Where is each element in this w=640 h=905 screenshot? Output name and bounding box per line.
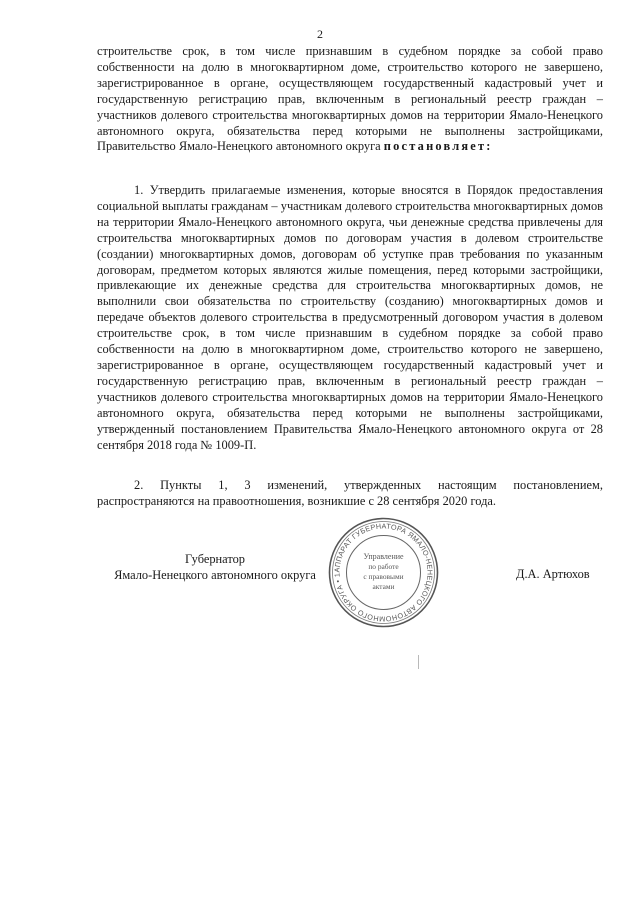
signatory-name: Д.А. Артюхов [516,567,590,581]
paragraph-item-2: 2. Пункты 1, 3 изменений, утвержденных настоящим постановлением, распространяются на правоотношения, возникшие с 28 сентября 2020 года. [97,478,603,508]
signature-title-line-2: Ямало-Ненецкого автономного округа [114,568,316,582]
seal-line-4: актами [372,582,395,591]
page-number: 2 [317,27,323,41]
seal-ring-text: АППАРАТ ГУБЕРНАТОРА ЯМАЛО-НЕНЕЦКОГО АВТОНОМНОГО ОКРУГА • 1 [332,521,435,624]
paragraph-continuation [97,44,603,155]
decree-word: постановляет: [383,139,493,154]
seal-line-3: с правовыми [363,572,404,581]
seal-line-2: по работе [368,562,399,571]
signature-title-line-1: Губернатор [184,552,245,566]
official-seal [327,516,440,629]
scan-mark [418,655,419,669]
seal-line-1: Управление [363,552,404,561]
signature-title [100,551,330,583]
paragraph-1-text: строительстве срок, в том числе признавшим в судебном порядке за собой право собственности на долю в многоквартирном доме, строительство которого не завершено, зарегистрированное в органе, осуществляющем государственный кадастровый учет и государственную регистрацию прав, включенным в региональный реестр граждан – участников долевого строительства многоквартирных домов на территории Ямало-Ненецкого автономного округа, обязательства перед которыми не выполнены застройщиками, Правительство Ямало-Ненецкого автономного округа [97,44,603,154]
paragraph-item-1: 1. Утвердить прилагаемые изменения, которые вносятся в Порядок предоставления социальной выплаты гражданам – участникам долевого строительства многоквартирных домов на территории Ямало-Ненецкого автономного округа, чьи денежные средства привлечены для строительства многоквартирных домов по договорам участия в долевом строительстве (создании) многоквартирных домов, договорам об уступке прав требования по указанным договорам, предметом которых являются жилые помещения, перед которыми застройщики, привлекающие их денежные средства для строительства многоквартирных домов, не выполнили свои обязательства по строительству (созданию) многоквартирных домов и передаче объектов долевого строительства в предусмотренный договором участия в долевом строительстве срок, в том числе признавшим в судебном порядке за собой право собственности на долю в многоквартирном доме, строительство которого не завершено, зарегистрированное в органе, осуществляющем государственный кадастровый учет и государственную регистрацию прав, включенным в региональный реестр граждан – участников долевого строительства многоквартирных домов на территории Ямало-Ненецкого автономного округа, обязательства перед которыми не выполнены застройщиками, утвержденный постановлением Правительства Ямало-Ненецкого автономного округа от 28 сентября 2018 года № 1009-П. [97,183,603,452]
